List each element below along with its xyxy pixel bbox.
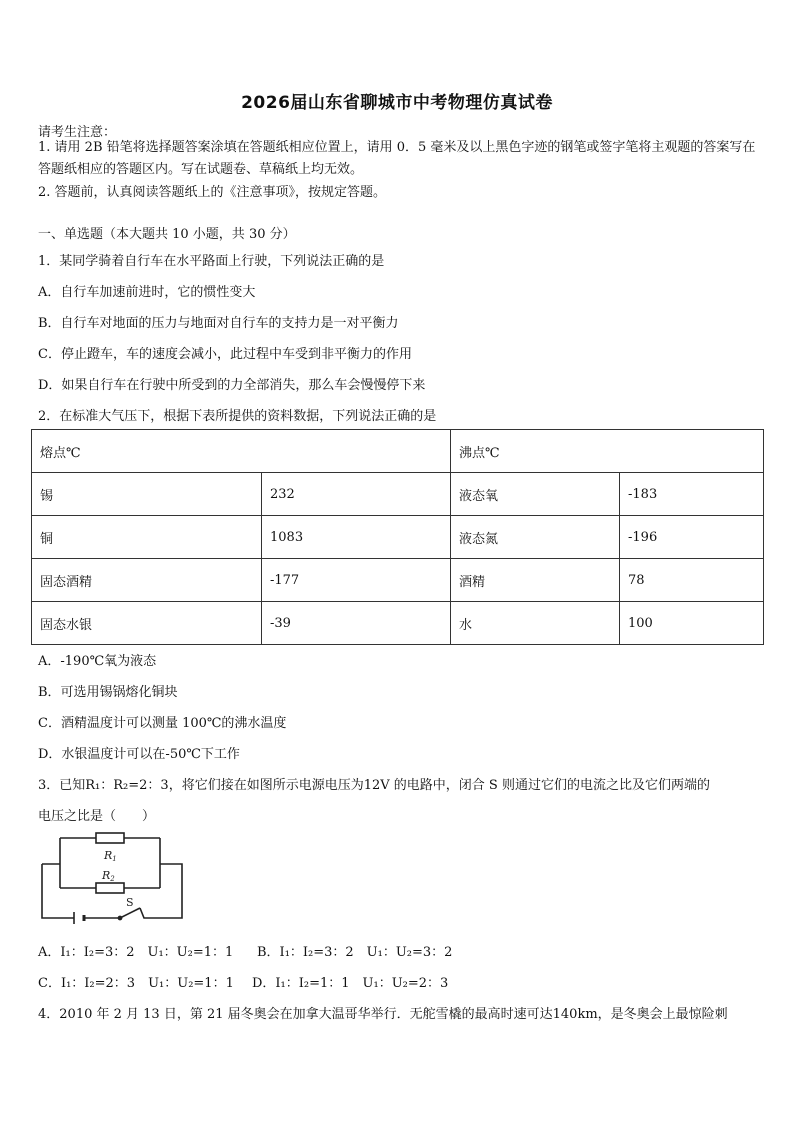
table-row <box>32 516 764 559</box>
table-cell: 100 <box>620 602 764 645</box>
question-1-option-c: C．停止蹬车，车的速度会减小，此过程中车受到非平衡力的作用 <box>38 347 412 362</box>
question-2-option-c: C．酒精温度计可以测量 100℃的沸水温度 <box>38 716 287 731</box>
switch-label: S <box>126 896 134 909</box>
table-cell: 水 <box>451 602 620 645</box>
table-cell: 液态氮 <box>451 516 620 559</box>
question-2-option-b: B．可选用锡锅熔化铜块 <box>38 685 178 700</box>
table-cell: 固态酒精 <box>32 559 262 602</box>
page-title: 2026届山东省聊城市中考物理仿真试卷 <box>241 93 553 113</box>
notice-heading: 请考生注意： <box>38 125 117 140</box>
table-cell: 液态氧 <box>451 473 620 516</box>
table-cell: -177 <box>262 559 451 602</box>
question-2-stem: 2．在标准大气压下，根据下表所提供的资料数据，下列说法正确的是 <box>38 409 437 424</box>
circuit-diagram <box>40 830 186 924</box>
table-cell: 1083 <box>262 516 451 559</box>
table-cell: 232 <box>262 473 451 516</box>
question-1-option-d: D．如果自行车在行驶中所受到的力全部消失，那么车会慢慢停下来 <box>38 378 426 393</box>
table-row <box>32 473 764 516</box>
table-row <box>32 602 764 645</box>
table-cell: 铜 <box>32 516 262 559</box>
table-header-row <box>32 430 764 473</box>
question-3-option-c: C．I₁：I₂=2：3 U₁：U₂=1：1 <box>38 976 234 991</box>
question-3-stem-line-2: 电压之比是（ ） <box>38 809 156 824</box>
table-header-boiling: 沸点℃ <box>451 430 764 473</box>
table-cell: 固态水银 <box>32 602 262 645</box>
question-1-stem: 1．某同学骑着自行车在水平路面上行驶，下列说法正确的是 <box>38 254 385 269</box>
table-cell: 78 <box>620 559 764 602</box>
question-1-option-b: B．自行车对地面的压力与地面对自行车的支持力是一对平衡力 <box>38 316 399 331</box>
question-3-option-d: D．I₁：I₂=1：1 U₁：U₂=2：3 <box>252 976 449 991</box>
notice-item-1: 1. 请用 2B 铅笔将选择题答案涂填在答题纸相应位置上，请用 0．5 毫米及以上黑色字迹的钢笔或签字笔将主观题的答案写在答题纸相应的答题区内。写在试题卷、草稿纸上均无效。 <box>38 140 756 177</box>
table-cell: 锡 <box>32 473 262 516</box>
r1-label: R1 <box>104 849 117 863</box>
data-table <box>31 429 764 645</box>
question-2-option-d: D．水银温度计可以在-50℃下工作 <box>38 747 240 762</box>
table-row <box>32 559 764 602</box>
section-heading: 一、单选题（本大题共 10 小题，共 30 分） <box>38 227 296 242</box>
question-3-option-b: B．I₁：I₂=3：2 U₁：U₂=3：2 <box>257 945 453 960</box>
question-2-option-a: A．-190℃氧为液态 <box>38 654 157 669</box>
question-3-option-a: A．I₁：I₂=3：2 U₁：U₂=1：1 <box>38 945 234 960</box>
r2-label: R2 <box>102 869 115 883</box>
table-cell: -183 <box>620 473 764 516</box>
table-cell: 酒精 <box>451 559 620 602</box>
question-1-option-a: A．自行车加速前进时，它的惯性变大 <box>38 285 256 300</box>
question-4-stem: 4．2010 年 2 月 13 日，第 21 届冬奥会在加拿大温哥华举行．无舵雪橇的最高时速可达140km，是冬奥会上最惊险刺 <box>38 1007 728 1022</box>
notice-item-2: 2. 答题前，认真阅读答题纸上的《注意事项》，按规定答题。 <box>38 185 387 200</box>
table-cell: -39 <box>262 602 451 645</box>
table-cell: -196 <box>620 516 764 559</box>
table-header-melting: 熔点℃ <box>32 430 451 473</box>
question-3-stem-line-1: 3．已知R₁：R₂=2：3，将它们接在如图所示电源电压为12V 的电路中，闭合 S 则通过它们的电流之比及它们两端的 <box>38 778 710 793</box>
